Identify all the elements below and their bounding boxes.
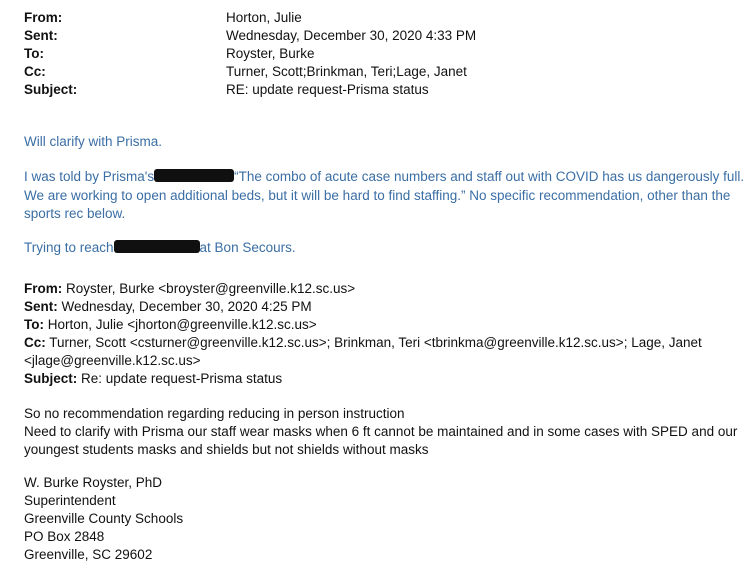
quoted-body-line-2: Need to clarify with Prisma our staff wear masks when 6 ft cannot be maintained and in some cases with SPED and our [24, 424, 738, 439]
quoted-subject-row [24, 370, 282, 388]
reply-para2-quote: “The combo of acute case numbers and staff out with COVID has us dangerously full. [234, 169, 745, 184]
quoted-body-line-3: youngest students masks and shields but not shields without masks [24, 442, 429, 457]
redaction-mark [114, 240, 200, 253]
signature-title: Superintendent [24, 493, 116, 508]
quoted-cc-value-line2: <jlage@greenville.k12.sc.us> [24, 353, 201, 368]
quoted-subject-value: Re: update request-Prisma status [81, 371, 283, 386]
reply-para2-line3: sports rec below. [24, 206, 126, 221]
quoted-from-value: Royster, Burke <broyster@greenville.k12.sc.us> [66, 281, 356, 296]
quoted-cc-value-line1: Turner, Scott <csturner@greenville.k12.sc.us>; Brinkman, Teri <tbrinkma@greenville.k12.sc.us>; Lage, Janet [49, 335, 702, 350]
header-to-label: To: [24, 46, 44, 61]
reply-para2-line2: We are working to open additional beds, but it will be hard to find staffing.” No specific recommendation, other than the [24, 188, 731, 203]
signature-city: Greenville, SC 29602 [24, 547, 153, 562]
header-to-value: Royster, Burke [226, 46, 315, 61]
reply-line-1: Will clarify with Prisma. [24, 134, 163, 149]
quoted-subject-label: Subject: [24, 371, 78, 386]
reply-para3-prefix: Trying to reach [24, 240, 114, 255]
header-sent-label: Sent: [24, 28, 58, 43]
quoted-from-label: From: [24, 281, 63, 296]
header-sent-value: Wednesday, December 30, 2020 4:33 PM [226, 28, 477, 43]
quoted-to-value: Horton, Julie <jhorton@greenville.k12.sc.us> [47, 317, 317, 332]
quoted-body-line-1: So no recommendation regarding reducing in person instruction [24, 406, 405, 421]
header-subject-value: RE: update request-Prisma status [226, 82, 429, 97]
signature-po-box: PO Box 2848 [24, 529, 105, 544]
header-subject-label: Subject: [24, 82, 78, 97]
header-cc-value: Turner, Scott;Brinkman, Teri;Lage, Janet [226, 64, 467, 79]
signature-name: W. Burke Royster, PhD [24, 475, 163, 490]
reply-para2-line1 [24, 167, 744, 186]
redaction-mark [154, 169, 234, 182]
quoted-sent-row [24, 298, 312, 316]
quoted-to-row [24, 316, 317, 334]
quoted-cc-label: Cc: [24, 335, 46, 350]
quoted-to-label: To: [24, 317, 44, 332]
reply-para3-suffix: at Bon Secours. [199, 240, 296, 255]
header-from-value: Horton, Julie [226, 10, 302, 25]
header-cc-label: Cc: [24, 64, 46, 79]
reply-para3 [24, 238, 296, 257]
header-from-label: From: [24, 10, 63, 25]
reply-para2-prefix: I was told by Prisma's [24, 169, 155, 184]
quoted-sent-label: Sent: [24, 299, 58, 314]
quoted-sent-value: Wednesday, December 30, 2020 4:25 PM [61, 299, 312, 314]
quoted-cc-row [24, 334, 702, 352]
signature-org: Greenville County Schools [24, 511, 184, 526]
quoted-from-row [24, 280, 355, 298]
